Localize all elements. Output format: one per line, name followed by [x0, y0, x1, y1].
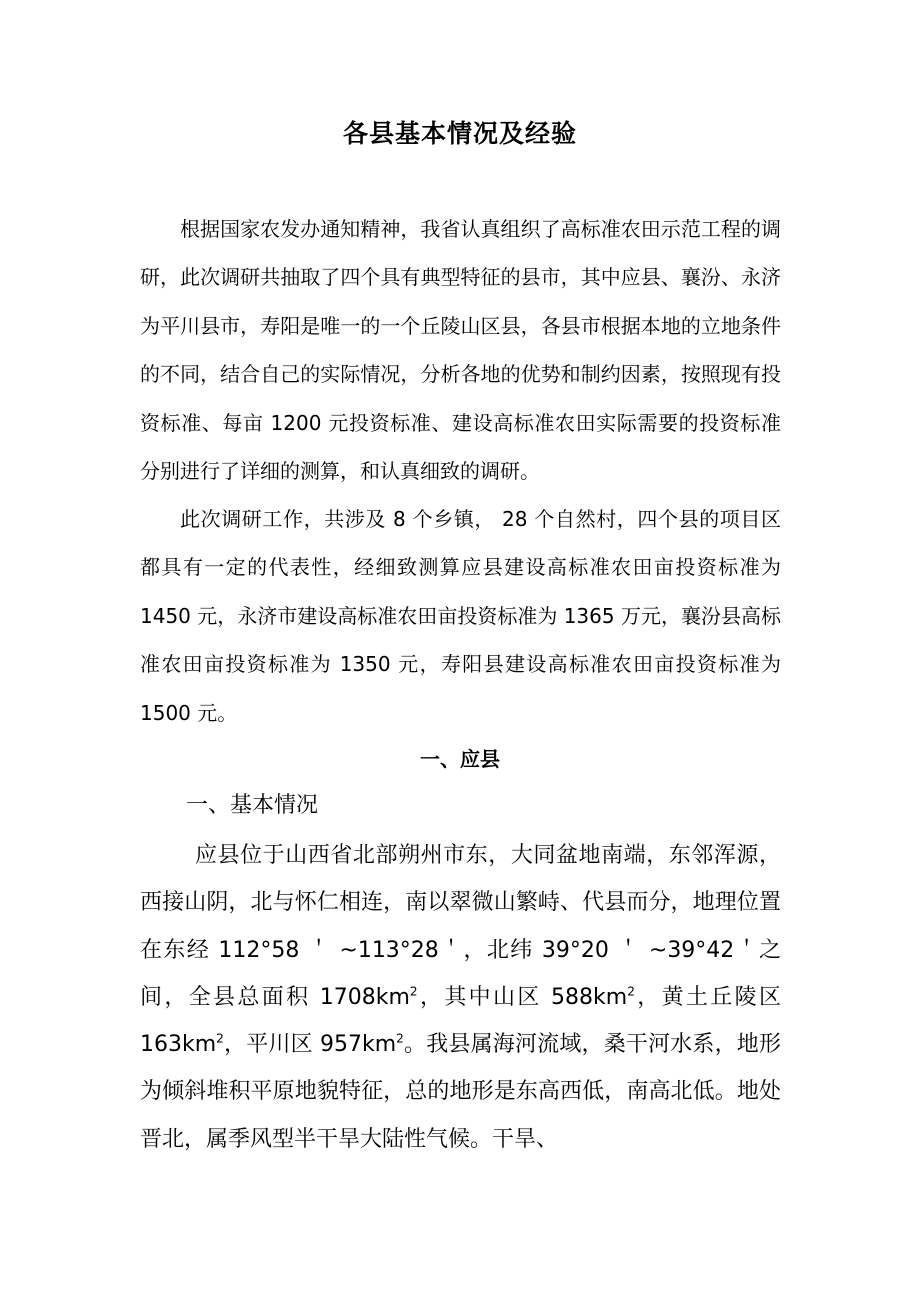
intro-paragraph: 根据国家农发办通知精神，我省认真组织了高标准农田示范工程的调研，此次调研共抽取了四个具有典型特征的县市，其中应县、襄汾、永济为平川县市，寿阳是唯一的一个丘陵山区县，各县市根据本地的立地条件的不同，结合自己的实际情况，分析各地的优势和制约因素，按照现有投资标准、每亩 1200 元投资标准、建设高标准农田实际需要的投资标准分别进行了详细的测算，和认真细致的调研。	[140, 217, 781, 484]
sub-heading-basic-info: 一、基本情况	[186, 793, 319, 818]
survey-paragraph: 此次调研工作，共涉及 8 个乡镇， 28 个自然村，四个县的项目区都具有一定的代表性，经细致测算应县建设高标准农田亩投资标准为 1450 元，永济市建设高标准农田亩投资标准为 1365 万元，襄汾县高标准农田亩投资标准为 1350 元，寿阳县建设高标准农田亩投资标准为 1500 元。	[140, 507, 781, 725]
yingxian-text-part: 应县位于山西省北部朔州市东，大同盆地南端，东邻浑源，西接山阴，北与怀仁相连，南以翠微山繁峙、代县而分，地理位置在东经 112°58 ＇ ~113°28＇，北纬 39°20 ＇ ~39°42＇之间，全县总面积 1708km	[140, 843, 781, 1010]
document-title: 各县基本情况及经验	[342, 119, 577, 148]
superscript: 2	[409, 984, 418, 999]
yingxian-text-part: ，平川区 957km	[223, 1032, 397, 1058]
section-title-yingxian: 一、应县	[420, 747, 500, 771]
superscript: 2	[396, 1031, 404, 1046]
yingxian-text-part: ，黄土丘陵区 163km	[140, 984, 781, 1058]
superscript: 2	[627, 984, 635, 999]
yingxian-text-part: 。我县属海河流域，桑干河水系，地形为倾斜堆积平原地貌特征，总的地形是东高西低，南高北低。地处晋北，属季风型半干旱大陆性气候。干旱、	[140, 1032, 781, 1152]
yingxian-paragraph	[140, 832, 781, 1163]
yingxian-text-part: ，其中山区 588km	[417, 984, 628, 1010]
superscript: 2	[216, 1031, 224, 1046]
